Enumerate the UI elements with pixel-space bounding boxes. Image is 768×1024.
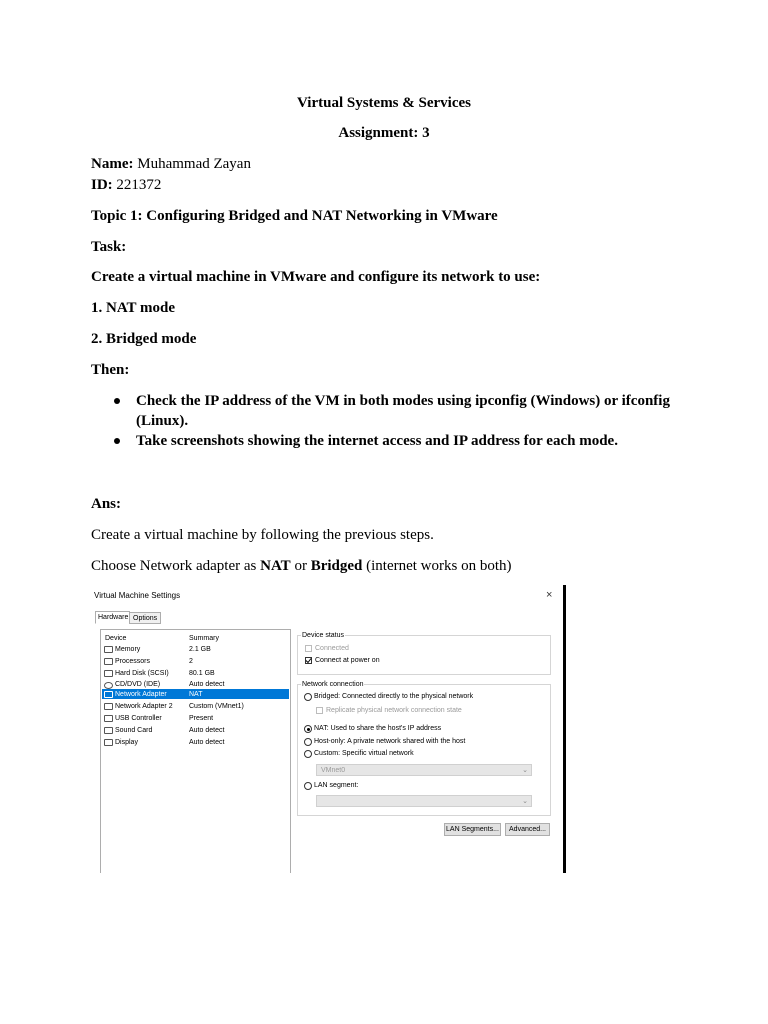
- network-adapter-icon: [104, 691, 113, 698]
- close-icon[interactable]: ×: [546, 589, 553, 601]
- device-status-group: [297, 635, 551, 675]
- ans-line-1: Create a virtual machine by following the previous steps.: [91, 527, 434, 543]
- id-label: ID:: [91, 177, 113, 193]
- device-column-header: Device: [105, 635, 127, 642]
- memory-icon: [104, 646, 113, 653]
- bridged-label: Bridged: Connected directly to the physical network: [314, 693, 474, 700]
- processor-icon: [104, 658, 113, 665]
- host-only-radio[interactable]: [304, 738, 312, 746]
- bullet-icon: [114, 438, 120, 444]
- connected-checkbox[interactable]: [305, 645, 312, 652]
- replicate-checkbox[interactable]: [316, 707, 323, 714]
- ans-or: or: [290, 558, 311, 574]
- advanced-button[interactable]: Advanced...: [505, 823, 550, 836]
- replicate-label: Replicate physical network connection state: [326, 707, 462, 714]
- task-item-nat: 1. NAT mode: [91, 300, 176, 316]
- device-status-title: Device status: [302, 632, 345, 639]
- monitor-icon: [104, 739, 113, 746]
- screenshot-edge: [563, 585, 566, 873]
- ans-nat: NAT: [260, 558, 291, 574]
- connect-at-power-on-checkbox[interactable]: [305, 657, 312, 664]
- vm-settings-screenshot: [91, 585, 566, 873]
- ans-bridged: Bridged: [310, 558, 363, 574]
- id-line: [91, 176, 161, 194]
- connect-at-power-on-label: Connect at power on: [315, 657, 380, 664]
- chevron-down-icon: ⌄: [522, 798, 528, 805]
- speaker-icon: [104, 727, 113, 734]
- custom-network-value: VMnet0: [321, 767, 346, 774]
- lan-segment-radio[interactable]: [304, 782, 312, 790]
- network-adapter-icon: [104, 703, 113, 710]
- id-value: 221372: [116, 177, 162, 193]
- lan-segment-dropdown[interactable]: [316, 795, 532, 807]
- ans-line-2: [91, 557, 512, 575]
- name-value: Muhammad Zayan: [137, 156, 251, 172]
- ans-line-2-end: (internet works on both): [362, 558, 512, 574]
- host-only-label: Host-only: A private network shared with the host: [314, 738, 466, 745]
- tab-options[interactable]: Options: [129, 612, 161, 624]
- bullet-2: Take screenshots showing the internet access and IP address for each mode.: [136, 433, 618, 449]
- hard-disk-icon: [104, 670, 113, 677]
- custom-label: Custom: Specific virtual network: [314, 750, 414, 757]
- name-line: [91, 155, 251, 173]
- connected-label: Connected: [315, 645, 349, 652]
- document-title: Virtual Systems & Services: [297, 95, 471, 111]
- lan-segment-label: LAN segment:: [314, 782, 359, 789]
- bullet-1-line-2: (Linux).: [136, 413, 189, 429]
- summary-column-header: Summary: [189, 635, 219, 642]
- usb-icon: [104, 715, 113, 722]
- assignment-number: Assignment: 3: [338, 125, 430, 141]
- topic-heading: Topic 1: Configuring Bridged and NAT Networking in VMware: [91, 208, 498, 224]
- bullet-1-line-1: Check the IP address of the VM in both modes using ipconfig (Windows) or ifconfig: [136, 393, 670, 409]
- ans-label: Ans:: [91, 496, 122, 512]
- lan-segments-button[interactable]: LAN Segments...: [444, 823, 501, 836]
- cd-icon: [104, 682, 113, 689]
- device-list[interactable]: Device Summary Memory 2.1 GB Processors 2 Hard Disk (SCSI) 80.1 GB CD/DVD (IDE) Auto detect Network Adapter NAT Network Adapter 2 Custom (VMnet1) USB Controller Present Sound Card Auto detect Display Auto detect: [100, 629, 291, 873]
- tab-hardware[interactable]: Hardware: [95, 611, 130, 624]
- network-connection-title: Network connection: [302, 681, 364, 688]
- custom-radio[interactable]: [304, 750, 312, 758]
- checkmark-icon: [305, 657, 312, 664]
- task-text: Create a virtual machine in VMware and configure its network to use:: [91, 269, 541, 285]
- custom-network-dropdown[interactable]: [316, 764, 532, 776]
- task-label: Task:: [91, 239, 127, 255]
- nat-radio[interactable]: [304, 725, 312, 733]
- ans-line-2-start: Choose Network adapter as: [91, 558, 261, 574]
- task-item-bridged: 2. Bridged mode: [91, 331, 197, 347]
- then-label: Then:: [91, 362, 130, 378]
- window-title: Virtual Machine Settings: [94, 591, 181, 600]
- bridged-radio[interactable]: [304, 693, 312, 701]
- chevron-down-icon: ⌄: [522, 767, 528, 774]
- bullet-icon: [114, 398, 120, 404]
- name-label: Name:: [91, 156, 134, 172]
- nat-label: NAT: Used to share the host's IP address: [314, 725, 442, 732]
